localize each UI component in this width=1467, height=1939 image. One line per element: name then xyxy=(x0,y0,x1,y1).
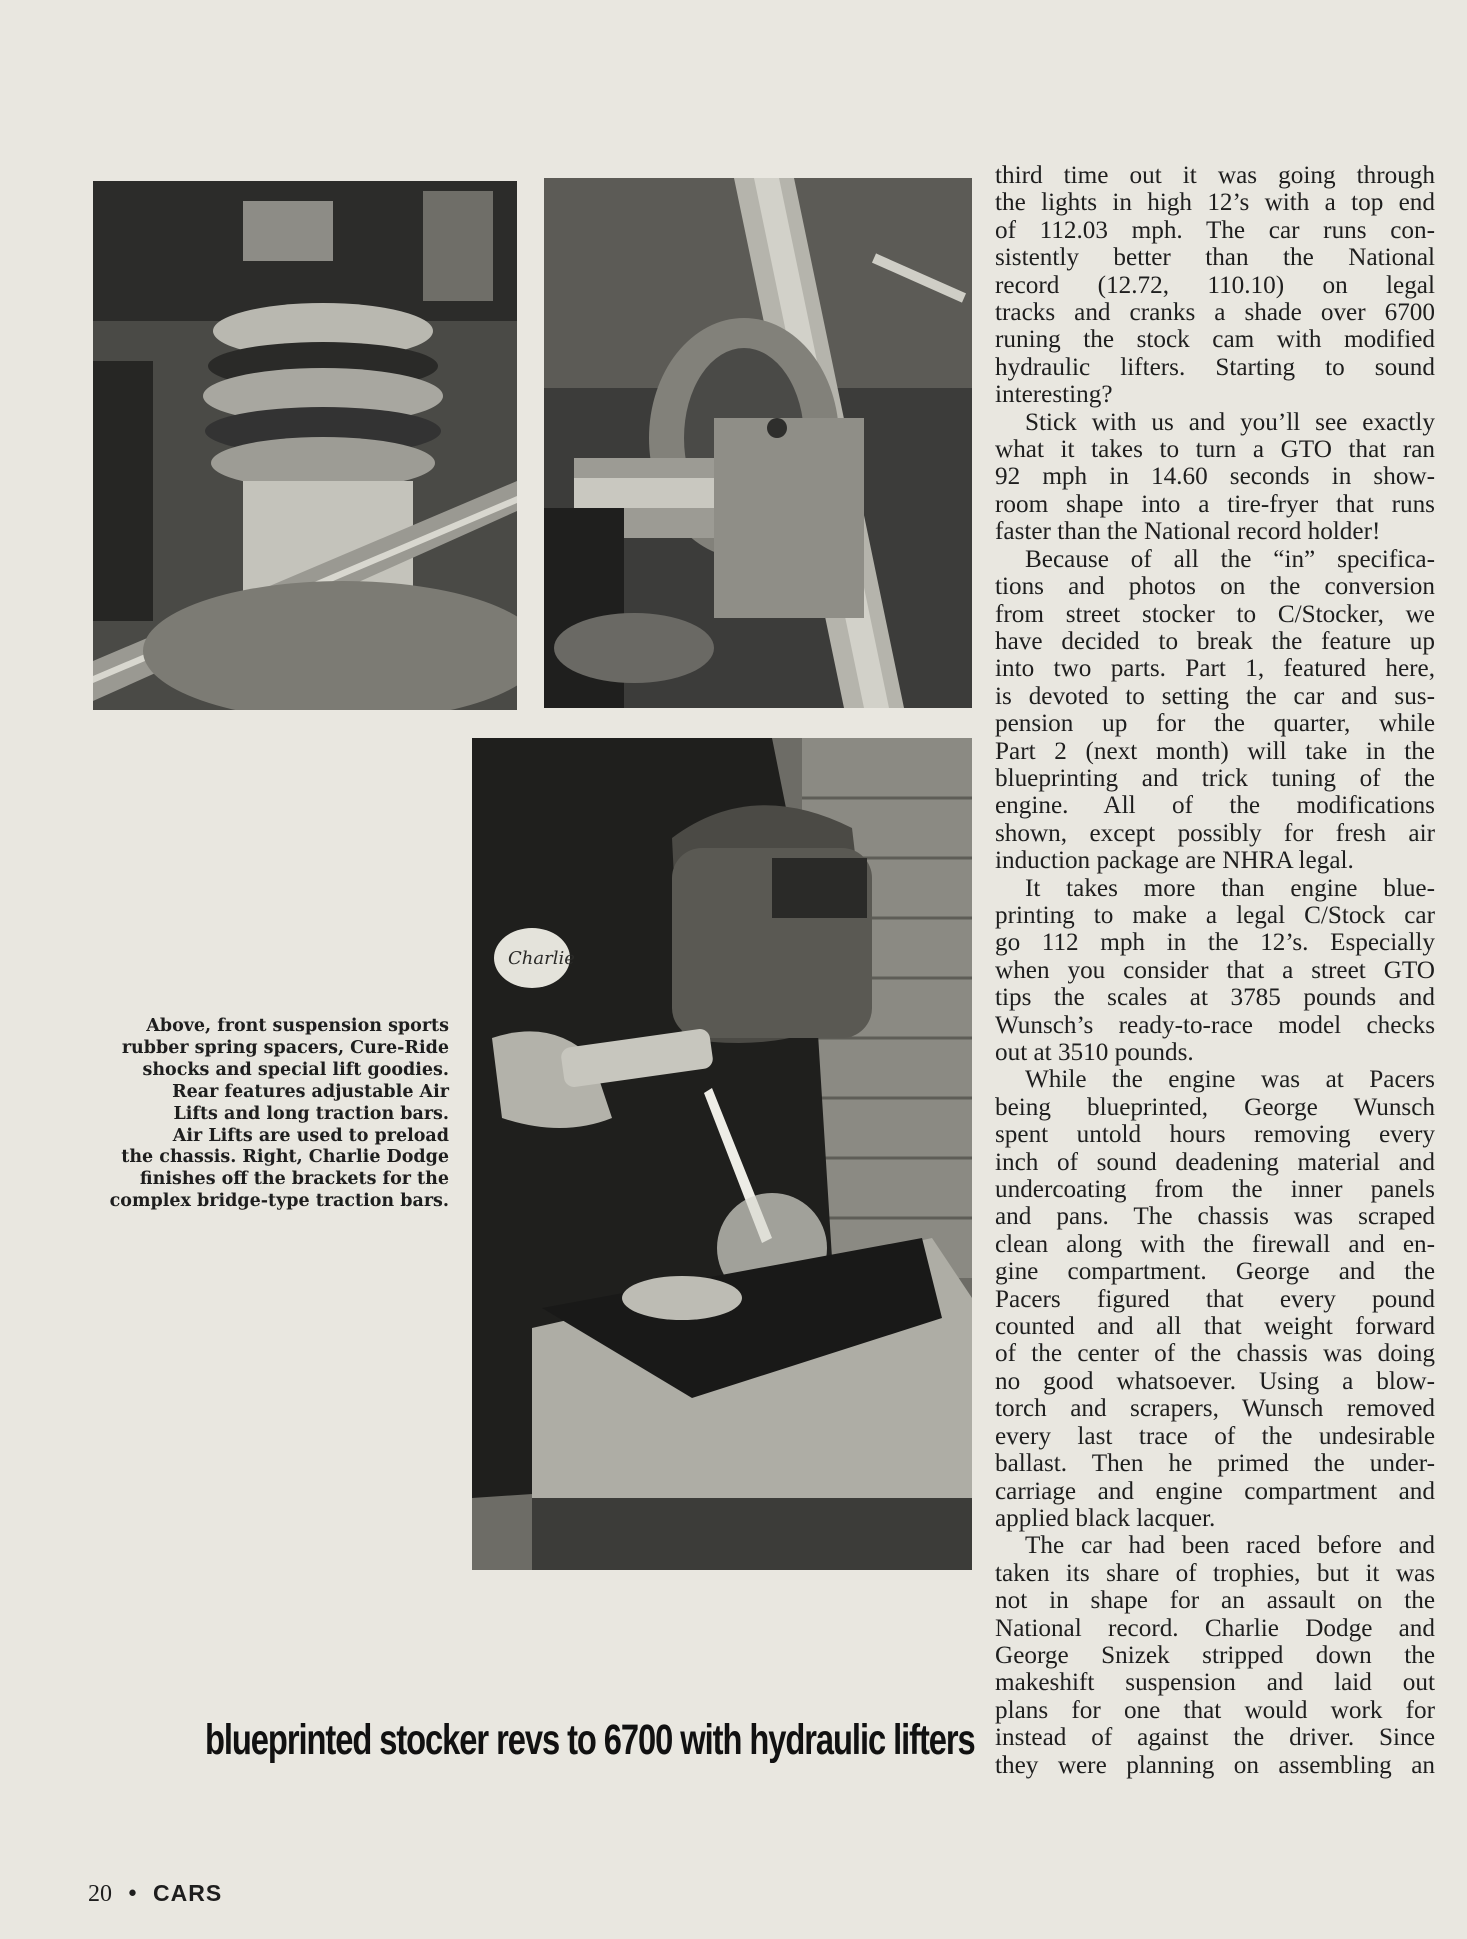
footer-bullet: • xyxy=(126,1882,139,1907)
caption-line: rubber spring spacers, Cure-Ride xyxy=(121,1037,449,1058)
body-line: when you consider that a street GTO xyxy=(995,956,1435,984)
body-line: faster than the National record holder! xyxy=(995,518,1381,546)
body-line: from street stocker to C/Stocker, we xyxy=(995,600,1435,628)
body-line: Stick with us and you’ll see exactly xyxy=(1025,408,1435,436)
body-line: into two parts. Part 1, featured here, xyxy=(995,655,1435,683)
body-line: and pans. The chassis was scraped xyxy=(995,1203,1435,1231)
caption-line: shocks and special lift goodies. xyxy=(142,1059,449,1080)
page-number: 20 xyxy=(88,1881,112,1907)
body-line: counted and all that weight forward xyxy=(995,1313,1435,1341)
body-line: out at 3510 pounds. xyxy=(995,1039,1194,1066)
body-line: runing the stock cam with modified xyxy=(995,326,1435,354)
body-line: being blueprinted, George Wunsch xyxy=(995,1093,1435,1121)
body-line: Because of all the “in” specifica- xyxy=(1025,545,1435,573)
caption-line: Rear features adjustable Air xyxy=(172,1081,449,1102)
caption-line: Lifts and long traction bars. xyxy=(173,1103,449,1124)
welding-illustration xyxy=(472,738,972,1570)
body-line: they were planning on assembling an xyxy=(995,1751,1435,1779)
caption-line: finishes off the brackets for the xyxy=(139,1169,449,1190)
body-line: makeshift suspension and laid out xyxy=(995,1669,1435,1697)
magazine-name: CARS xyxy=(152,1880,223,1906)
body-line: inch of sound deadening material and xyxy=(995,1148,1435,1176)
body-line: Pacers figured that every pound xyxy=(995,1285,1435,1313)
body-line: of the center of the chassis was doing xyxy=(995,1340,1435,1368)
body-line: undercoating from the inner panels xyxy=(995,1176,1435,1204)
body-line: applied black lacquer. xyxy=(995,1504,1216,1532)
body-line: room shape into a tire-fryer that runs xyxy=(995,490,1435,518)
body-line: The car had been raced before and xyxy=(1025,1532,1435,1560)
body-line: every last trace of the undesirable xyxy=(995,1422,1435,1450)
body-line: It takes more than engine blue- xyxy=(1025,874,1435,902)
rear-suspension-illustration xyxy=(544,178,972,708)
front-suspension-illustration xyxy=(93,181,517,710)
body-line: interesting? xyxy=(995,381,1113,409)
caption-line: Air Lifts are used to preload xyxy=(172,1125,449,1146)
body-line: tips the scales at 3785 pounds and xyxy=(995,984,1435,1012)
body-line: what it takes to turn a GTO that ran xyxy=(995,436,1435,464)
caption-line: Above, front suspension sports xyxy=(146,1016,449,1036)
body-line: tracks and cranks a shade over 6700 xyxy=(995,299,1435,327)
body-line: is devoted to setting the car and sus- xyxy=(995,682,1435,710)
body-line: go 112 mph in the 12’s. Especially xyxy=(995,929,1435,957)
shirt-patch-text: Charlie xyxy=(508,948,575,969)
photo-caption xyxy=(95,1016,449,1213)
body-line: National record. Charlie Dodge and xyxy=(995,1614,1435,1642)
body-line: ballast. Then he primed the under- xyxy=(995,1450,1435,1478)
front-suspension-photo xyxy=(93,181,517,710)
article-body-column xyxy=(995,162,1435,1779)
body-line: blueprinting and trick tuning of the xyxy=(995,764,1435,792)
body-line: spent untold hours removing every xyxy=(995,1121,1435,1149)
caption-line: complex bridge-type traction bars. xyxy=(109,1191,449,1212)
welding-photo xyxy=(472,738,972,1570)
body-line: printing to make a legal C/Stock car xyxy=(995,901,1435,929)
page-footer xyxy=(88,1879,222,1908)
body-line: Part 2 (next month) will take in the xyxy=(995,737,1435,765)
body-line: clean along with the firewall and en- xyxy=(995,1230,1435,1258)
body-line: shown, except possibly for fresh air xyxy=(995,819,1435,847)
body-line: have decided to break the feature up xyxy=(995,627,1435,655)
body-line: carriage and engine compartment and xyxy=(995,1477,1435,1505)
body-line: no good whatsoever. Using a blow- xyxy=(995,1367,1435,1395)
body-line: George Snizek stripped down the xyxy=(995,1641,1435,1669)
body-line: induction package are NHRA legal. xyxy=(995,847,1354,875)
rear-suspension-photo xyxy=(544,178,972,708)
body-line: torch and scrapers, Wunsch removed xyxy=(995,1395,1435,1423)
body-line: taken its share of trophies, but it was xyxy=(995,1559,1435,1587)
body-line: the lights in high 12’s with a top end xyxy=(995,189,1435,217)
body-line: Wunsch’s ready-to-race model checks xyxy=(995,1011,1435,1039)
body-line: gine compartment. George and the xyxy=(995,1258,1435,1286)
body-line: third time out it was going through xyxy=(995,162,1435,189)
body-line: sistently better than the National xyxy=(995,244,1435,272)
body-line: record (12.72, 110.10) on legal xyxy=(995,271,1435,299)
article-headline: blueprinted stocker revs to 6700 with hydraulic lifters xyxy=(205,1716,975,1764)
body-line: pension up for the quarter, while xyxy=(995,710,1435,738)
caption-line: the chassis. Right, Charlie Dodge xyxy=(121,1147,449,1168)
body-line: hydraulic lifters. Starting to sound xyxy=(995,353,1435,381)
body-line: of 112.03 mph. The car runs con- xyxy=(995,216,1435,244)
body-line: not in shape for an assault on the xyxy=(995,1587,1435,1615)
body-line: instead of against the driver. Since xyxy=(995,1724,1435,1752)
body-line: tions and photos on the conversion xyxy=(995,573,1435,601)
body-line: plans for one that would work for xyxy=(995,1696,1435,1724)
body-line: While the engine was at Pacers xyxy=(1025,1066,1435,1094)
body-line: 92 mph in 14.60 seconds in show- xyxy=(995,463,1435,491)
body-line: engine. All of the modifications xyxy=(995,792,1435,820)
